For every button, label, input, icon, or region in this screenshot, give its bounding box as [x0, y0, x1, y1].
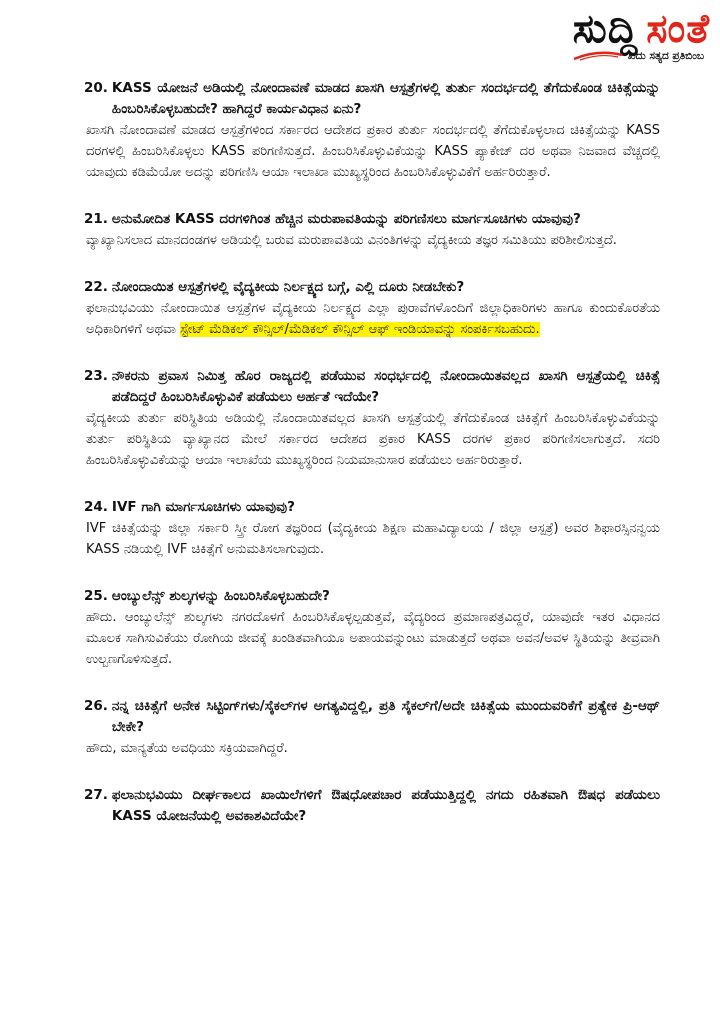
question-text: IVF ಗಾಗಿ ಮಾರ್ಗಸೂಚಿಗಳು ಯಾವುವು?: [111, 499, 295, 515]
faq-item-26: [84, 696, 660, 759]
logo-wordmark: [460, 6, 710, 52]
swoosh-icon: [572, 51, 624, 61]
sudhi-sante-logo: [460, 6, 710, 68]
question-text: ಆಂಬ್ಯುಲೆನ್ಸ್ ಶುಲ್ಕಗಳನ್ನು ಹಿಂಬರಿಸಿಕೊಳ್ಳಬಹುದೇ?: [111, 588, 330, 604]
question-number: 27.: [84, 787, 108, 803]
question-text: KASS ಯೋಜನೆ ಅಡಿಯಲ್ಲಿ ನೋಂದಾವಣೆ ಮಾಡದ ಖಾಸಗಿ ಆಸ್ಪತ್ರೆಗಳಲ್ಲಿ ತುರ್ತು ಸಂದರ್ಭದಲ್ಲಿ ತೆಗೆದುಕೊಂಡ ಚಿಕಿತ್ಸೆಯನ್ನು ಹಿಂಬರಿಸಿಕೊಳ್ಳಬಹುದೇ? ಹಾಗಿದ್ದರೆ ಕಾರ್ಯವಿಧಾನ ಏನು?: [111, 80, 660, 117]
question-number: 23.: [84, 368, 108, 384]
question-number: 22.: [84, 279, 108, 295]
question-text: ನೋಂದಾಯಿತ ಆಸ್ಪತ್ರೆಗಳಲ್ಲಿ ವೈದ್ಯಕೀಯ ನಿರ್ಲಕ್ಷ್ಯದ ಬಗ್ಗೆ, ಎಲ್ಲಿ ದೂರು ನೀಡಬೇಕು?: [111, 279, 465, 295]
question-text: ಅನುಮೋದಿತ KASS ದರಗಳಿಗಿಂತ ಹೆಚ್ಚಿನ ಮರುಪಾವತಿಯನ್ನು ಪರಿಗಣಿಸಲು ಮಾರ್ಗಸೂಚಿಗಳು ಯಾವುವು?: [111, 211, 581, 227]
question-number: 26.: [84, 698, 108, 714]
faq-list: [84, 78, 660, 853]
faq-item-24: [84, 497, 660, 560]
highlighted-text: ಸ್ಟೇಟ್ ಮೆಡಿಕಲ್ ಕೌನ್ಸಿಲ್/ಮೆಡಿಕಲ್ ಕೌನ್ಸಿಲ್ ಆಫ್ ಇಂಡಿಯಾವನ್ನು ಸಂಪರ್ಕಿಸಬಹುದು.: [180, 322, 540, 337]
answer-text: IVF ಚಿಕಿತ್ಸೆಯನ್ನು ಜಿಲ್ಲಾ ಸರ್ಕಾರಿ ಸ್ತ್ರೀ ರೋಗ ತಜ್ಞರಿಂದ (ವೈದ್ಯಕೀಯ ಶಿಕ್ಷಣ ಮಹಾವಿದ್ಯಾಲಯ / ಜಿಲ್ಲಾ ಆಸ್ಪತ್ರೆ) ಅವರ ಶಿಫಾರಸ್ಸಿನನ್ವಯ KASS ನಡಿಯಲ್ಲಿ IVF ಚಿಕಿತ್ಸೆಗೆ ಅನುಮತಿಸಲಾಗುವುದು.: [86, 521, 660, 557]
answer-text-part: ಫಲಾನುಭವಿಯು ನೋಂದಾಯಿತ ಆಸ್ಪತ್ರೆಗಳ ವೈದ್ಯಕೀಯ ನಿರ್ಲಕ್ಷ್ಯದ ಎಲ್ಲಾ ಪುರಾವೆಗಳೊಂದಿಗೆ ಜಿಲ್ಲಾಧಿಕಾರಿಗಳು ಹಾಗೂ ಕುಂದುಕೊರತೆಯ ಅಧಿಕಾರಿಗಳಿಗೆ ಅಥವಾ: [86, 301, 660, 337]
faq-item-20: [84, 78, 660, 183]
answer-text: [86, 298, 660, 340]
question-text: ಫಲಾನುಭವಿಯು ದೀರ್ಘಕಾಲದ ಖಾಯಿಲೆಗಳಿಗೆ ಔಷಧೋಪಚಾರ ಪಡೆಯುತ್ತಿದ್ದಲ್ಲಿ ನಗದು ರಹಿತವಾಗಿ ಔಷಧ ಪಡೆಯಲು KASS ಯೋಜನೆಯಲ್ಲಿ ಅವಕಾಶವಿದೆಯೇ?: [111, 787, 660, 824]
question-text: ನನ್ನ ಚಿಕಿತ್ಸೆಗೆ ಅನೇಕ ಸಿಟ್ಟಿಂಗ್‌ಗಳು/ಸೈಕಲ್‌ಗಳ ಅಗತ್ಯವಿದ್ದಲ್ಲಿ, ಪ್ರತಿ ಸೈಕಲ್‌ಗೆ/ಅದೇ ಚಿಕಿತ್ಸೆಯ ಮುಂದುವರಿಕೆಗೆ ಪ್ರತ್ಯೇಕ ಪ್ರಿ-ಆಥ್ ಬೇಕೇ?: [111, 698, 660, 735]
faq-item-22: [84, 277, 660, 340]
faq-item-25: [84, 586, 660, 670]
answer-text: ವ್ಯಾಖ್ಯಾನಿಸಲಾದ ಮಾನದಂಡಗಳ ಅಡಿಯಲ್ಲಿ ಬರುವ ಮರುಪಾವತಿಯ ವಿನಂತಿಗಳನ್ನು ವೈದ್ಯಕೀಯ ತಜ್ಞರ ಸಮಿತಿಯು ಪರಿಶೀಲಿಸುತ್ತದೆ.: [86, 233, 617, 248]
question-text: ನೌಕರನು ಪ್ರವಾಸ ನಿಮಿತ್ತ ಹೊರ ರಾಜ್ಯದಲ್ಲಿ ಪಡೆಯುವ ಸಂಧರ್ಭದಲ್ಲಿ ನೋಂದಾಯಿತವಲ್ಲದ ಖಾಸಗಿ ಆಸ್ಪತ್ರೆಯಲ್ಲಿ ಚಿಕಿತ್ಸೆ ಪಡೆದಿದ್ದರೆ ಹಿಂಬರಿಸಿಕೊಳ್ಳುವಿಕೆ ಪಡೆಯಲು ಅರ್ಹತೆ ಇದೆಯೇ?: [111, 368, 660, 405]
question-number: 21.: [84, 211, 108, 227]
answer-text: ವೈದ್ಯಕೀಯ ತುರ್ತು ಪರಿಸ್ಥಿತಿಯ ಅಡಿಯಲ್ಲಿ ನೊಂದಾಯಿತವಲ್ಲದ ಖಾಸಗಿ ಆಸ್ಪತ್ರೆಯಲ್ಲಿ ತೆಗೆದುಕೊಂಡ ಚಿಕಿತ್ಸೆಗೆ ಹಿಂಬರಿಸಿಕೊಳ್ಳುವಿಕೆಯನ್ನು ತುರ್ತು ಪರಿಸ್ಥಿತಿಯ ವ್ಯಾಖ್ಯಾನದ ಮೇಲೆ ಸರ್ಕಾರದ ಆದೇಶದ ಪ್ರಕಾರ KASS ದರಗಳ ಪ್ರಕಾರ ಪರಿಗಣಿಸಲಾಗುತ್ತದೆ. ಸದರಿ ಹಿಂಬರಿಸಿಕೊಳ್ಳುವಿಕೆಯನ್ನು ಆಯಾ ಇಲಾಖೆಯ ಮುಖ್ಯಸ್ಥರಿಂದ ನಿಯಮಾನುಸಾರ ಪಡೆಯಲು ಅರ್ಹರಿರುತ್ತಾರೆ.: [86, 411, 660, 468]
faq-item-23: [84, 366, 660, 471]
answer-text: ಹೌದು. ಆಂಬ್ಯುಲೆನ್ಸ್ ಶುಲ್ಕಗಳು ನಗರದೊಳಗೆ ಹಿಂಬರಿಸಿಕೊಳ್ಳಲ್ಪಡುತ್ತವೆ, ವೈದ್ಯರಿಂದ ಪ್ರಮಾಣಪತ್ರವಿದ್ದರೆ, ಯಾವುದೇ ಇತರ ವಿಧಾನದ ಮೂಲಕ ಸಾಗಿಸುವಿಕೆಯು ರೋಗಿಯ ಜೀವಕ್ಕೆ ಖಂಡಿತವಾಗಿಯೂ ಅಪಾಯವನ್ನುಂಟು ಮಾಡುತ್ತದೆ ಅಥವಾ ಅವನ/ಅವಳ ಸ್ಥಿತಿಯನ್ನು ತೀವ್ರವಾಗಿ ಉಲ್ಬಣಗೊಳಿಸುತ್ತದೆ.: [86, 610, 660, 667]
faq-item-21: [84, 209, 660, 251]
question-number: 25.: [84, 588, 108, 604]
question-number: 24.: [84, 499, 108, 515]
faq-item-27: [84, 785, 660, 827]
answer-text: ಹೌದು, ಮಾನ್ಯತೆಯ ಅವಧಿಯು ಸಕ್ರಿಯವಾಗಿದ್ದರೆ.: [86, 741, 288, 756]
logo-word-2: ಸಂತೆ: [646, 6, 710, 52]
logo-tagline: ಖಿದು ಸತ್ಯದ ಪ್ರತಿಬಿಂಬ: [627, 50, 704, 62]
answer-text: ಖಾಸಗಿ ನೋಂದಾವಣೆ ಮಾಡದ ಆಸ್ಪತ್ರೆಗಳಿಂದ ಸರ್ಕಾರದ ಆದೇಶದ ಪ್ರಕಾರ ತುರ್ತು ಸಂದರ್ಭದಲ್ಲಿ ತೆಗೆದುಕೊಳ್ಳಲಾದ ಚಿಕಿತ್ಸೆಯನ್ನು KASS ದರಗಳಲ್ಲಿ ಹಿಂಬರಿಸಿಕೊಳ್ಳಲು KASS ಪರಿಗಣಿಸುತ್ತದೆ. ಹಿಂಬರಿಸಿಕೊಳ್ಳುವಿಕೆಯನ್ನು KASS ಪ್ಯಾಕೇಜ್ ದರ ಅಥವಾ ನಿಜವಾದ ವೆಚ್ಚದಲ್ಲಿ ಯಾವುದು ಕಡಿಮೆಯೋ ಅದನ್ನು ಪರಿಗಣಿಸಿ ಆಯಾ ಇಲಾಖಾ ಮುಖ್ಯಸ್ಥರಿಂದ ಹಿಂಬರಿಸಿಕೊಳ್ಳುವಿಕೆಗೆ ಅರ್ಹರಿರುತ್ತಾರೆ.: [86, 123, 660, 180]
question-number: 20.: [84, 80, 108, 96]
logo-word-1: ಸುದ್ದಿ: [572, 6, 639, 52]
